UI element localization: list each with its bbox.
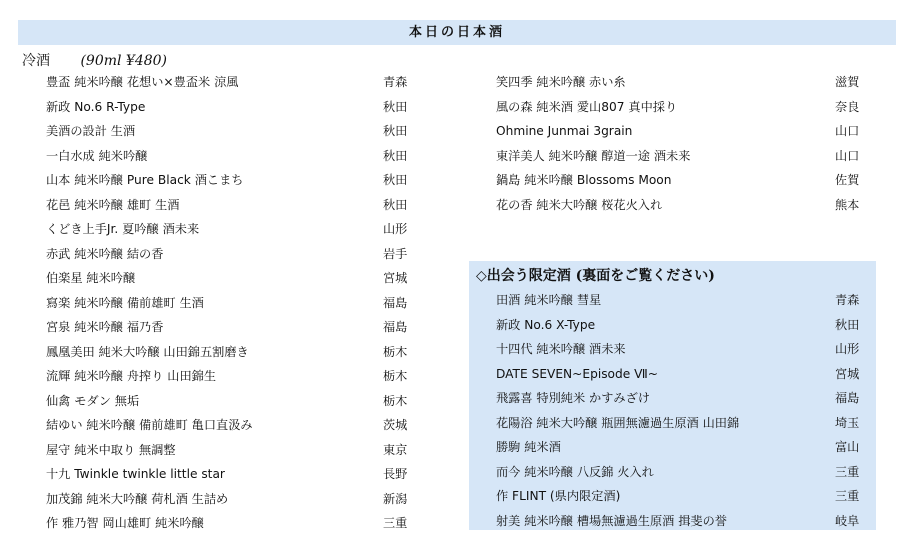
page-title-bar (18, 20, 896, 45)
sake-prefecture: 栃木 (383, 344, 408, 359)
sake-name: 豊盃 純米吟醸 花想い×豊盃米 涼風 (46, 75, 239, 89)
sake-prefecture: 佐賀 (835, 173, 860, 187)
sake-prefecture: 新潟 (383, 491, 408, 506)
sake-name: 十四代 純米吟醸 酒未来 (496, 342, 626, 356)
sake-name: 加茂錦 純米大吟醸 荷札酒 生詰め (46, 491, 229, 506)
sake-prefecture: 福島 (835, 391, 860, 405)
sake-list-item (46, 413, 416, 438)
sake-name: 新政 No.6 R-Type (46, 99, 146, 114)
sake-name: 鍋島 純米吟醸 Blossoms Moon (496, 173, 672, 187)
sake-prefecture: 山形 (383, 222, 408, 236)
sake-prefecture: 岩手 (383, 246, 408, 261)
sake-list-item (496, 144, 866, 169)
sake-list-item (496, 460, 876, 485)
sake-list-item (496, 411, 876, 436)
sake-list-item (496, 484, 876, 509)
sake-prefecture: 奈良 (835, 99, 860, 114)
limited-heading: ◇出会う限定酒 (裏面をご覧ください) (476, 268, 715, 284)
sake-prefecture: 山口 (835, 148, 860, 163)
sake-list-item (46, 217, 416, 242)
sake-list-item (496, 288, 876, 313)
sake-name: 花陽浴 純米大吟醸 瓶囲無濾過生原酒 山田錦 (496, 415, 740, 430)
limited-sake-panel (469, 261, 876, 530)
sake-name: 勝駒 純米酒 (496, 440, 561, 454)
sake-prefecture: 青森 (835, 293, 860, 307)
sake-list-item (46, 144, 416, 169)
sake-list-item (496, 435, 876, 460)
sake-list-item (46, 315, 416, 340)
sake-name: 山本 純米吟醸 Pure Black 酒こまち (46, 173, 244, 187)
sake-name: 作 FLINT (県内限定酒) (496, 489, 621, 503)
sake-prefecture: 福島 (383, 295, 408, 310)
sake-prefecture: 熊本 (835, 197, 860, 212)
sake-list-item (46, 119, 416, 144)
sake-list-item (496, 95, 866, 120)
sake-list-item (46, 462, 416, 487)
sake-prefecture: 秋田 (383, 173, 408, 187)
section-header (22, 50, 167, 70)
sake-list-item (46, 70, 416, 95)
sake-name: 射美 純米吟醸 槽場無濾過生原酒 揖斐の誉 (496, 513, 727, 528)
sake-prefecture: 秋田 (835, 317, 860, 332)
sake-name: 而今 純米吟醸 八反錦 火入れ (496, 464, 654, 479)
sake-name: 仙禽 モダン 無垢 (46, 393, 140, 408)
sake-prefecture: 秋田 (383, 148, 408, 163)
sake-prefecture: 宮城 (383, 271, 408, 285)
sake-list-item (46, 95, 416, 120)
sake-name: 花邑 純米吟醸 雄町 生酒 (46, 197, 180, 212)
sake-name: 宮泉 純米吟醸 福乃香 (46, 320, 164, 334)
sake-name: 飛露喜 特別純米 かすみざけ (496, 391, 650, 405)
sake-list-item (46, 364, 416, 389)
limited-sake-list (496, 288, 876, 533)
left-sake-list (46, 70, 416, 536)
sake-prefecture: 茨城 (383, 418, 408, 432)
sake-list-item (496, 313, 876, 338)
sake-name: 笑四季 純米吟醸 赤い糸 (496, 75, 626, 89)
page-title: 本日の日本酒 (408, 25, 505, 40)
sake-list-item (496, 362, 876, 387)
sake-list-item (46, 487, 416, 512)
sake-list-item (496, 168, 866, 193)
sake-name: 一白水成 純米吟醸 (46, 148, 148, 163)
sake-prefecture: 山形 (835, 342, 860, 356)
sake-prefecture: 栃木 (383, 369, 408, 383)
sake-prefecture: 宮城 (835, 366, 860, 381)
sake-prefecture: 山口 (835, 124, 860, 138)
sake-list-item (496, 193, 866, 218)
sake-prefecture: 福島 (383, 320, 408, 334)
sake-prefecture: 東京 (383, 442, 408, 457)
sake-name: DATE SEVEN~Episode Ⅶ~ (496, 366, 658, 381)
right-sake-list (496, 70, 866, 217)
sake-prefecture: 岐阜 (835, 513, 860, 528)
sake-name: 鳳凰美田 純米大吟醸 山田錦五割磨き (46, 344, 249, 359)
sake-prefecture: 秋田 (383, 99, 408, 114)
sake-list-item (496, 509, 876, 534)
sake-list-item (46, 242, 416, 267)
sake-prefecture: 秋田 (383, 124, 408, 138)
sake-name: Ohmine Junmai 3grain (496, 124, 633, 138)
sake-list-item (46, 266, 416, 291)
sake-name: 流輝 純米吟醸 舟搾り 山田錦生 (46, 369, 217, 383)
sake-name: 寫楽 純米吟醸 備前雄町 生酒 (46, 295, 204, 310)
sake-list-item (46, 511, 416, 536)
sake-name: 風の森 純米酒 愛山807 真中採り (496, 99, 678, 114)
sake-name: 赤武 純米吟醸 結の香 (46, 246, 164, 261)
sake-name: くどき上手Jr. 夏吟醸 酒未来 (46, 222, 200, 236)
sake-list-item (46, 291, 416, 316)
sake-prefecture: 秋田 (383, 197, 408, 212)
sake-name: 結ゆい 純米吟醸 備前雄町 亀口直汲み (46, 418, 253, 432)
sake-name: 伯楽星 純米吟醸 (46, 271, 136, 285)
sake-name: 作 雅乃智 岡山雄町 純米吟醸 (46, 516, 204, 530)
sake-list-item (496, 337, 876, 362)
sake-prefecture: 青森 (383, 75, 408, 89)
sake-name: 新政 No.6 X-Type (496, 317, 596, 332)
sake-list-item (496, 119, 866, 144)
sake-prefecture: 三重 (835, 464, 860, 479)
sake-list-item (46, 340, 416, 365)
sake-prefecture: 栃木 (383, 393, 408, 408)
section-name: 冷酒 (22, 53, 50, 69)
sake-name: 美酒の設計 生酒 (46, 124, 136, 138)
sake-prefecture: 三重 (383, 516, 408, 530)
sake-prefecture: 埼玉 (835, 415, 860, 430)
sake-list-item (46, 438, 416, 463)
sake-name: 花の香 純米大吟醸 桜花火入れ (496, 197, 663, 212)
sake-list-item (46, 168, 416, 193)
sake-prefecture: 三重 (835, 489, 860, 503)
section-price: (90ml ¥480) (80, 53, 168, 69)
sake-prefecture: 滋賀 (835, 75, 860, 89)
sake-prefecture: 富山 (835, 440, 860, 454)
sake-name: 十九 Twinkle twinkle little star (46, 467, 225, 481)
sake-name: 屋守 純米中取り 無調整 (46, 442, 176, 457)
sake-name: 田酒 純米吟醸 彗星 (496, 293, 602, 307)
sake-list-item (496, 70, 866, 95)
sake-name: 東洋美人 純米吟醸 醇道一途 酒未来 (496, 148, 691, 163)
sake-list-item (46, 193, 416, 218)
sake-list-item (46, 389, 416, 414)
sake-list-item (496, 386, 876, 411)
sake-prefecture: 長野 (383, 467, 408, 481)
